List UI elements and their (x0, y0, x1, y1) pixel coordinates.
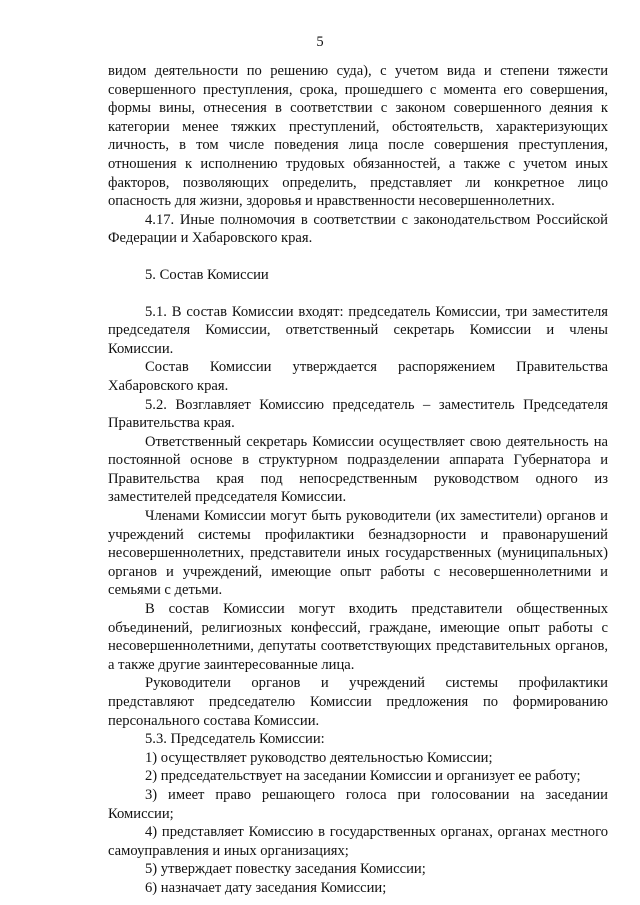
spacer (108, 285, 608, 303)
paragraph-5-2: 5.2. Возглавляет Комиссию председатель – заместитель Председателя Правительства края. (108, 396, 608, 432)
paragraph-representatives: В состав Комиссии могут входить представители общественных объединений, религиозных конфессий, граждане, имеющие опыт работы с несовершеннолетними, депутаты соответствующих представительных органов, а также другие заинтересованные лица. (108, 601, 608, 673)
list-item-6: 6) назначает дату заседания Комиссии; (145, 879, 387, 896)
paragraph-proposals: Руководители органов и учреждений системы профилактики представляют председателю Комиссии предложения по формированию персонального состава Комиссии. (108, 675, 608, 729)
page-number: 5 (316, 34, 324, 50)
paragraph-5-3: 5.3. Председатель Комиссии: (145, 731, 325, 748)
list-item-1: 1) осуществляет руководство деятельностью Комиссии; (145, 749, 493, 766)
paragraph-continuation: видом деятельности по решению суда), с учетом вида и степени тяжести совершенного преступления, срока, прошедшего с момента его совершения, формы вины, отнесения в соответствии с законом совершенного деяния к категории менее тяжких преступлений, обстоятельств, характеризующих личность, в том числе поведения лица после совершения преступления, отношения к исполнению трудовых обязанностей, а также с учетом иных факторов, позволяющих определить, представляет ли конкретное лицо опасность для жизни, здоровья и нравственности несовершеннолетних. (108, 63, 608, 210)
paragraph-5-1: 5.1. В состав Комиссии входят: председатель Комиссии, три заместителя председателя Комиссии, ответственный секретарь Комиссии и члены Комиссии. (108, 303, 608, 357)
paragraph-secretary: Ответственный секретарь Комиссии осуществляет свою деятельность на постоянной основе в структурном подразделении аппарата Губернатора и Правительства края под непосредственным руководством одного из заместителей председателя Комиссии. (108, 433, 608, 506)
list-item-4: 4) представляет Комиссию в государственных органах, органах местного самоуправления и иных организациях; (108, 824, 608, 859)
paragraph-composition: Состав Комиссии утверждается распоряжением Правительства Хабаровского края. (108, 359, 608, 394)
list-item-5: 5) утверждает повестку заседания Комиссии; (145, 861, 426, 878)
paragraph-4-17: 4.17. Иные полномочия в соответствии с законодательством Российской Федерации и Хабаровского края. (108, 211, 608, 247)
list-item-2: 2) председательствует на заседании Комиссии и организует ее работу; (145, 768, 581, 785)
paragraph-members: Членами Комиссии могут быть руководители (их заместители) органов и учреждений системы профилактики безнадзорности и правонарушений несовершеннолетних, представители иных государственных (муниципальных) органов и учреждений, имеющие опыт работы с несовершеннолетними и семьями с детьми. (108, 508, 608, 599)
document-body (108, 62, 608, 898)
list-item-3: 3) имеет право решающего голоса при голосовании на заседании Комиссии; (108, 786, 608, 822)
section-title-5: 5. Состав Комиссии (145, 266, 269, 283)
spacer (108, 248, 608, 266)
